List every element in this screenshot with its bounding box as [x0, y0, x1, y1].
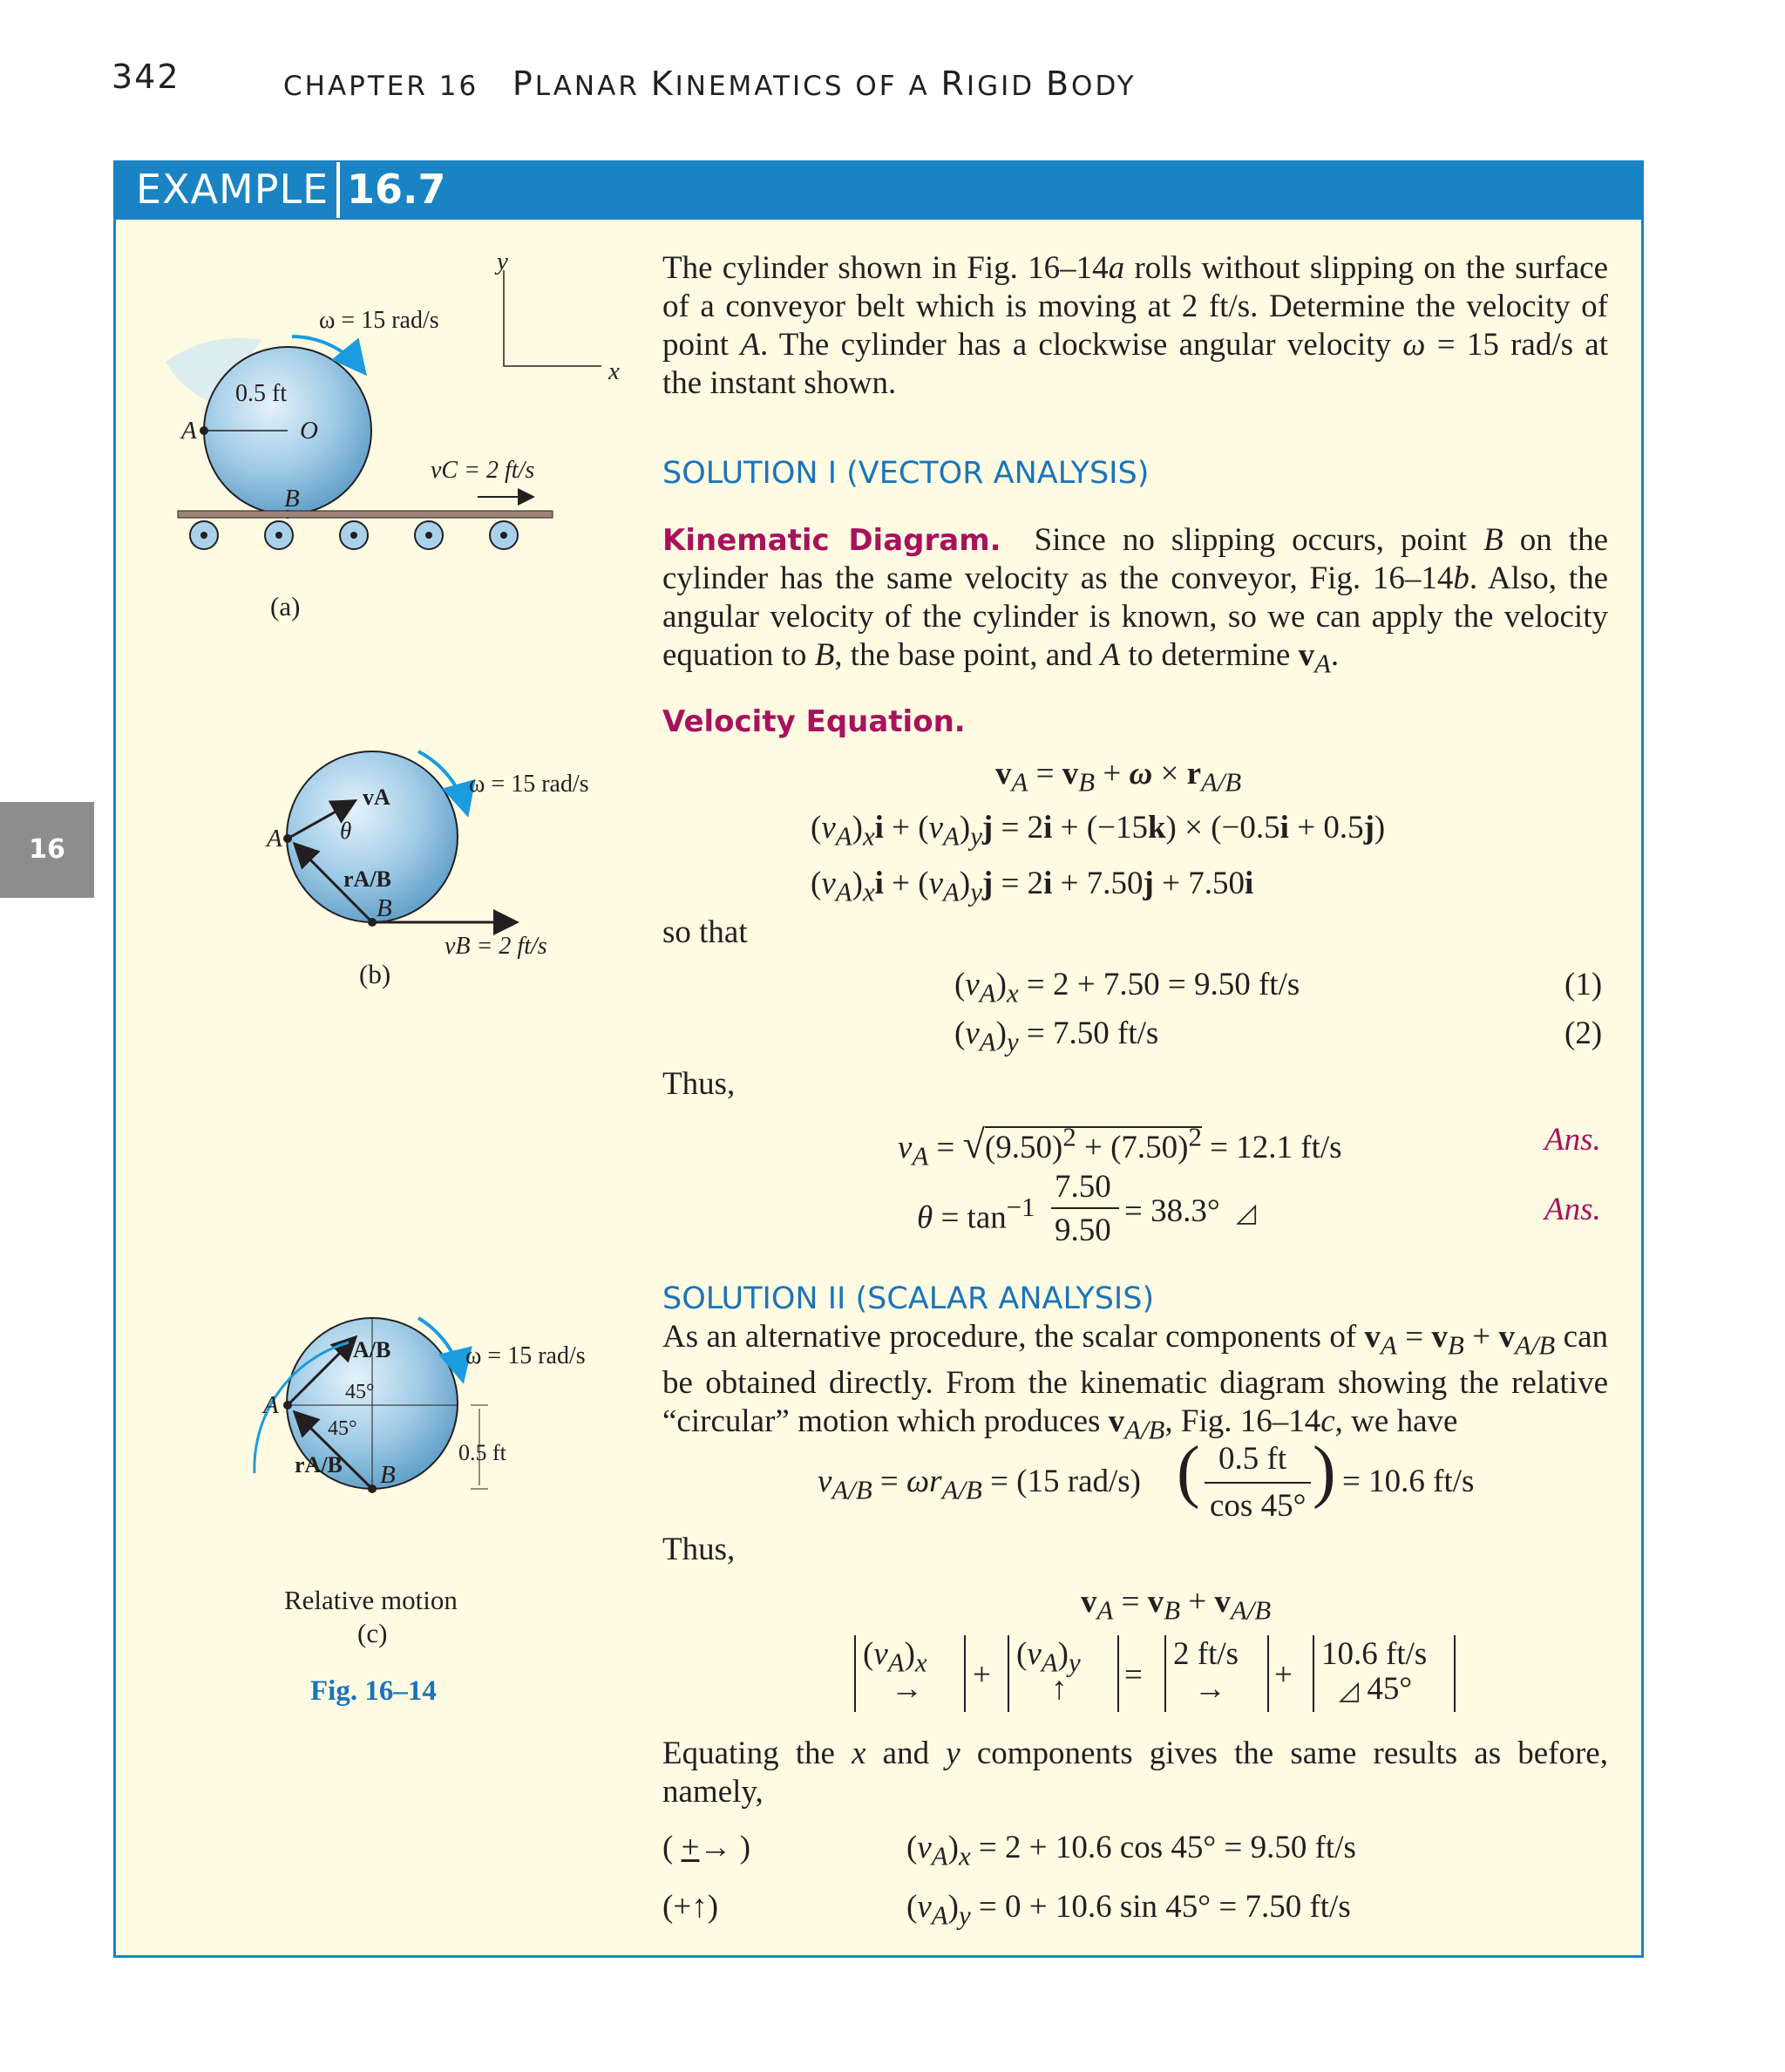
answer-label-1: Ans.: [1544, 1122, 1601, 1158]
chapter-title: PLANAR KINEMATICS OF A RIGID BODY: [512, 65, 1137, 103]
fig-c-omega: ω = 15 rad/s: [465, 1342, 586, 1369]
chapter-side-tab: 16: [0, 802, 94, 898]
eq-vab-denominator: cos 45°: [1210, 1488, 1307, 1524]
eq-vab-result: = 10.6 ft/s: [1342, 1464, 1475, 1499]
eq-vay: $(v_A)_y = 7.50$ ft/s: [954, 1016, 1159, 1057]
bracket-vay-arrow: ↑: [1051, 1671, 1068, 1707]
sign-convention-x: ( +→ ): [662, 1830, 751, 1865]
fig-b-rab: rA/B: [343, 866, 391, 892]
paren-right: ): [1313, 1433, 1336, 1510]
figure-title: Fig. 16–14: [310, 1675, 437, 1707]
example-number: 16.7: [347, 166, 446, 213]
bracket-vax-arrow: →: [891, 1671, 923, 1707]
velocity-eq-components: $(v_A)_xi + (v_A)_yj = 2i + (-15k) \times (-0.5i + 0.5j)$: [811, 810, 1386, 852]
cylinder-b: [287, 751, 458, 922]
fraction-bar: [1051, 1207, 1119, 1209]
fig-b-caption: (b): [359, 959, 391, 989]
example-header-bar: [113, 160, 1644, 220]
eq-theta-denominator: 9.50: [1055, 1213, 1111, 1248]
eq-va-magnitude: $v_A = √(9.50)^2 + (7.50)^2 = 12.1$ ft/s: [898, 1122, 1342, 1172]
eq-theta-numerator: 7.50: [1055, 1169, 1111, 1205]
plus-2: +: [1274, 1657, 1293, 1693]
bracket-vay-top: $(v_A)_y$: [1016, 1636, 1081, 1678]
fig-b-point-a: A: [267, 825, 282, 853]
fig-c-caption-2: (c): [357, 1618, 388, 1648]
example-separator: [336, 162, 340, 218]
fig-c-vab: vA/B: [342, 1337, 391, 1362]
page-number: 342: [112, 58, 180, 96]
fig-c-point-a: A: [263, 1391, 279, 1419]
kinematic-heading: Kinematic Diagram.: [662, 523, 1001, 558]
equating-paragraph: Equating the x and y components gives the same results as before, namely,: [662, 1736, 1608, 1810]
chapter-label: CHAPTER 16: [283, 71, 479, 102]
eq-final-vax: $(v_A)_x = 2 + 10.6$ cos 45° = 9.50 ft/s: [906, 1830, 1356, 1872]
example-label: EXAMPLE: [136, 166, 329, 213]
sign-convention-y: (+↑): [662, 1889, 719, 1925]
bracket-vb-top: 2 ft/s: [1173, 1636, 1239, 1672]
conveyor-rollers: [190, 521, 518, 549]
problem-statement: The cylinder shown in Fig. 16–14a rolls without slipping on the surface of a conveyor belt which is moving at 2 ft/s. Determine the velocity of point A. The cylinder has a clockwise angular velocity ω = 15 rad/s at the instant shown.: [662, 250, 1609, 401]
fig-a-axis-x: x: [608, 357, 620, 385]
solution-1-title: SOLUTION I (VECTOR ANALYSIS): [662, 456, 1150, 491]
eq-final-vay: $(v_A)_y = 0 + 10.6$ sin 45° = 7.50 ft/s: [906, 1889, 1351, 1931]
fig-c-angle-1: 45°: [345, 1381, 375, 1403]
fig-c-angle-2: 45°: [328, 1417, 357, 1440]
fig-a-axis-y: y: [497, 248, 508, 275]
solution-2-title: SOLUTION II (SCALAR ANALYSIS): [662, 1281, 1155, 1316]
eq-vab-numerator: 0.5 ft: [1218, 1441, 1287, 1477]
equation-number-2: (2): [1564, 1016, 1603, 1051]
bracket-vax-top: $(v_A)_x$: [863, 1636, 927, 1678]
fraction-bar-2: [1205, 1482, 1311, 1484]
fig-a-point-o: O: [300, 417, 318, 445]
fig-a-caption: (a): [270, 591, 301, 622]
fig-a-point-b: B: [284, 485, 300, 513]
equation-number-1: (1): [1564, 967, 1603, 1002]
fig-b-va: vA: [363, 785, 390, 810]
fig-a-radius: 0.5 ft: [235, 380, 288, 407]
solution-2-paragraph: As an alternative procedure, the scalar components of $v_A = v_B + v_{A/B}$ can be obtained directly. From the kinematic diagram showing the relative “circular” motion which produces $v_{A/B}$, Fig. 16–14c, we have: [662, 1319, 1608, 1445]
eq-theta-result: = 38.3° ◿: [1124, 1193, 1257, 1229]
fig-b-omega: ω = 15 rad/s: [469, 771, 589, 798]
fig-c-dim: 0.5 ft: [458, 1440, 506, 1465]
equals-sign: =: [1124, 1657, 1143, 1693]
fig-a-vc: vC = 2 ft/s: [431, 457, 535, 484]
fig-c-caption-1: Relative motion: [284, 1585, 458, 1615]
eq-vax: $(v_A)_x = 2 + 7.50 = 9.50$ ft/s: [954, 967, 1300, 1009]
eq-vab: $v_{A/B} = \omega r_{A/B} = (15$ rad/s): [818, 1464, 1141, 1505]
bracket-vab-top: 10.6 ft/s: [1321, 1636, 1428, 1672]
velocity-eq-expanded: $(v_A)_xi + (v_A)_yj = 2i + 7.50j + 7.50i$: [811, 866, 1254, 907]
bracket-vb-arrow: →: [1194, 1671, 1226, 1707]
running-head: [283, 65, 1137, 103]
answer-label-2: Ans.: [1544, 1192, 1601, 1227]
xy-axes: [504, 270, 601, 366]
fig-b-point-b: B: [377, 894, 392, 922]
fig-c-rab: rA/B: [295, 1452, 343, 1478]
fig-a-omega: ω = 15 rad/s: [319, 307, 439, 334]
fig-c-point-b: B: [380, 1461, 396, 1489]
thus-text-2: Thus,: [662, 1532, 736, 1567]
eq-theta: $\theta = \tan^{-1}$: [917, 1192, 1035, 1236]
eq-relative-vector: $v_A = v_B + v_{A/B}$: [1081, 1584, 1272, 1626]
velocity-eq-vector: $v_A = v_B + \omega \times r_{A/B}$: [995, 756, 1242, 798]
so-that-text: so that: [662, 914, 748, 950]
point-a-dot: [200, 426, 208, 435]
fig-b-theta: θ: [340, 818, 352, 844]
thus-text-1: Thus,: [662, 1066, 736, 1102]
plus-1: +: [973, 1657, 991, 1693]
kinematic-diagram-paragraph: Kinematic Diagram. Since no slipping occurs, point B on the cylinder has the same velocity as the conveyor, Fig. 16–14b. Also, the angular velocity of the cylinder is known, so we can apply the velocity equation to B, the base point, and A to determine $v_A$.: [662, 522, 1609, 679]
velocity-equation-heading: Velocity Equation.: [662, 704, 966, 739]
conveyor-belt: [178, 511, 553, 518]
fig-b-vb: vB = 2 ft/s: [445, 933, 547, 960]
fig-a-point-a: A: [181, 417, 197, 445]
bracket-vab-angle: ◿ 45°: [1339, 1671, 1413, 1707]
paren-left: (: [1177, 1433, 1200, 1510]
